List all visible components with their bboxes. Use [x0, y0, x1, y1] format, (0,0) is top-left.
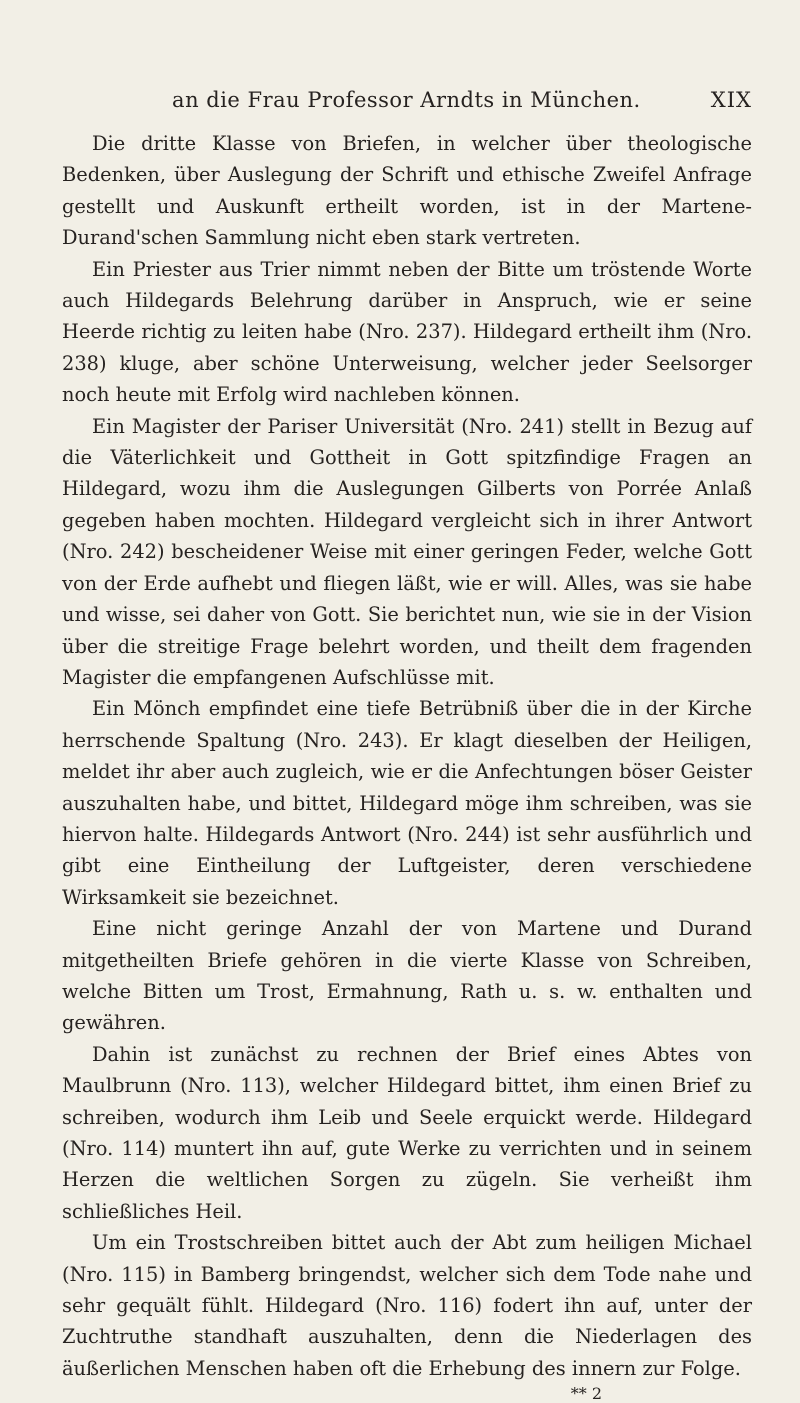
paragraph: Ein Priester aus Trier nimmt neben der Bitte um tröstende Worte auch Hildegards Belehrung darüber in Anspruch, wie er seine Heerde richtig zu leiten habe (Nro. 237). Hildegard ertheilt ihm (Nro. 238) kluge, aber schöne Unterweisung, welcher jeder Seelsorger noch heute mit Erfolg wird nachleben können.: [62, 257, 752, 407]
body-text: [62, 128, 752, 1384]
page-number: XIX: [710, 88, 752, 112]
paragraph: Ein Magister der Pariser Universität (Nro. 241) stellt in Bezug auf die Väterlichkeit und Gottheit in Gott spitzfindige Fragen an Hildegard, wozu ihm die Auslegungen Gilberts von Porrée Anlaß gegeben haben mochten. Hildegard vergleicht sich in ihrer Antwort (Nro. 242) bescheidener Weise mit einer geringen Feder, welche Gott von der Erde aufhebt und fliegen läßt, wie er will. Alles, was sie habe und wisse, sei daher von Gott. Sie berichtet nun, wie sie in der Vision über die streitige Frage belehrt worden, und theilt dem fragenden Magister die empfangenen Aufschlüsse mit.: [62, 414, 752, 689]
signature-mark: ** 2: [570, 1384, 602, 1403]
paragraph: Dahin ist zunächst zu rechnen der Brief eines Abtes von Maulbrunn (Nro. 113), welcher Hildegard bittet, ihm einen Brief zu schreiben, wodurch ihm Leib und Seele erquickt werde. Hildegard (Nro. 114) muntert ihn auf, gute Werke zu verrichten und in seinem Herzen die weltlichen Sorgen zu zügeln. Sie verheißt ihm schließliches Heil.: [62, 1042, 752, 1223]
paragraph: Die dritte Klasse von Briefen, in welcher über theologische Bedenken, über Auslegung der Schrift und ethische Zweifel Anfrage gestellt und Auskunft ertheilt worden, ist in der Martene-Durand'schen Sammlung nicht eben stark vertreten.: [62, 132, 752, 250]
paragraph: Eine nicht geringe Anzahl der von Martene und Durand mitgetheilten Briefe gehören in die vierte Klasse von Schreiben, welche Bitten um Trost, Ermahnung, Rath u. s. w. enthalten und gewähren.: [62, 917, 752, 1035]
running-title: an die Frau Professor Arndts in München.: [172, 88, 641, 112]
running-header: [62, 88, 752, 112]
paragraph: Ein Mönch empfindet eine tiefe Betrübniß über die in der Kirche herrschende Spaltung (Nro. 243). Er klagt dieselben der Heiligen, meldet ihr aber auch zugleich, wie er die Anfechtungen böser Geister auszuhalten habe, und bittet, Hildegard möge ihm schreiben, was sie hiervon halte. Hildegards Antwort (Nro. 244) ist sehr ausführlich und gibt eine Eintheilung der Luftgeister, deren verschiedene Wirksamkeit sie bezeichnet.: [62, 697, 752, 909]
paragraph: Um ein Trostschreiben bittet auch der Abt zum heiligen Michael (Nro. 115) in Bamberg bringendst, welcher sich dem Tode nahe und sehr gequält fühlt. Hildegard (Nro. 116) fodert ihn auf, unter der Zuchtruthe standhaft auszuhalten, denn die Niederlagen des äußerlichen Menschen haben oft die Erhebung des innern zur Folge.: [62, 1231, 752, 1380]
